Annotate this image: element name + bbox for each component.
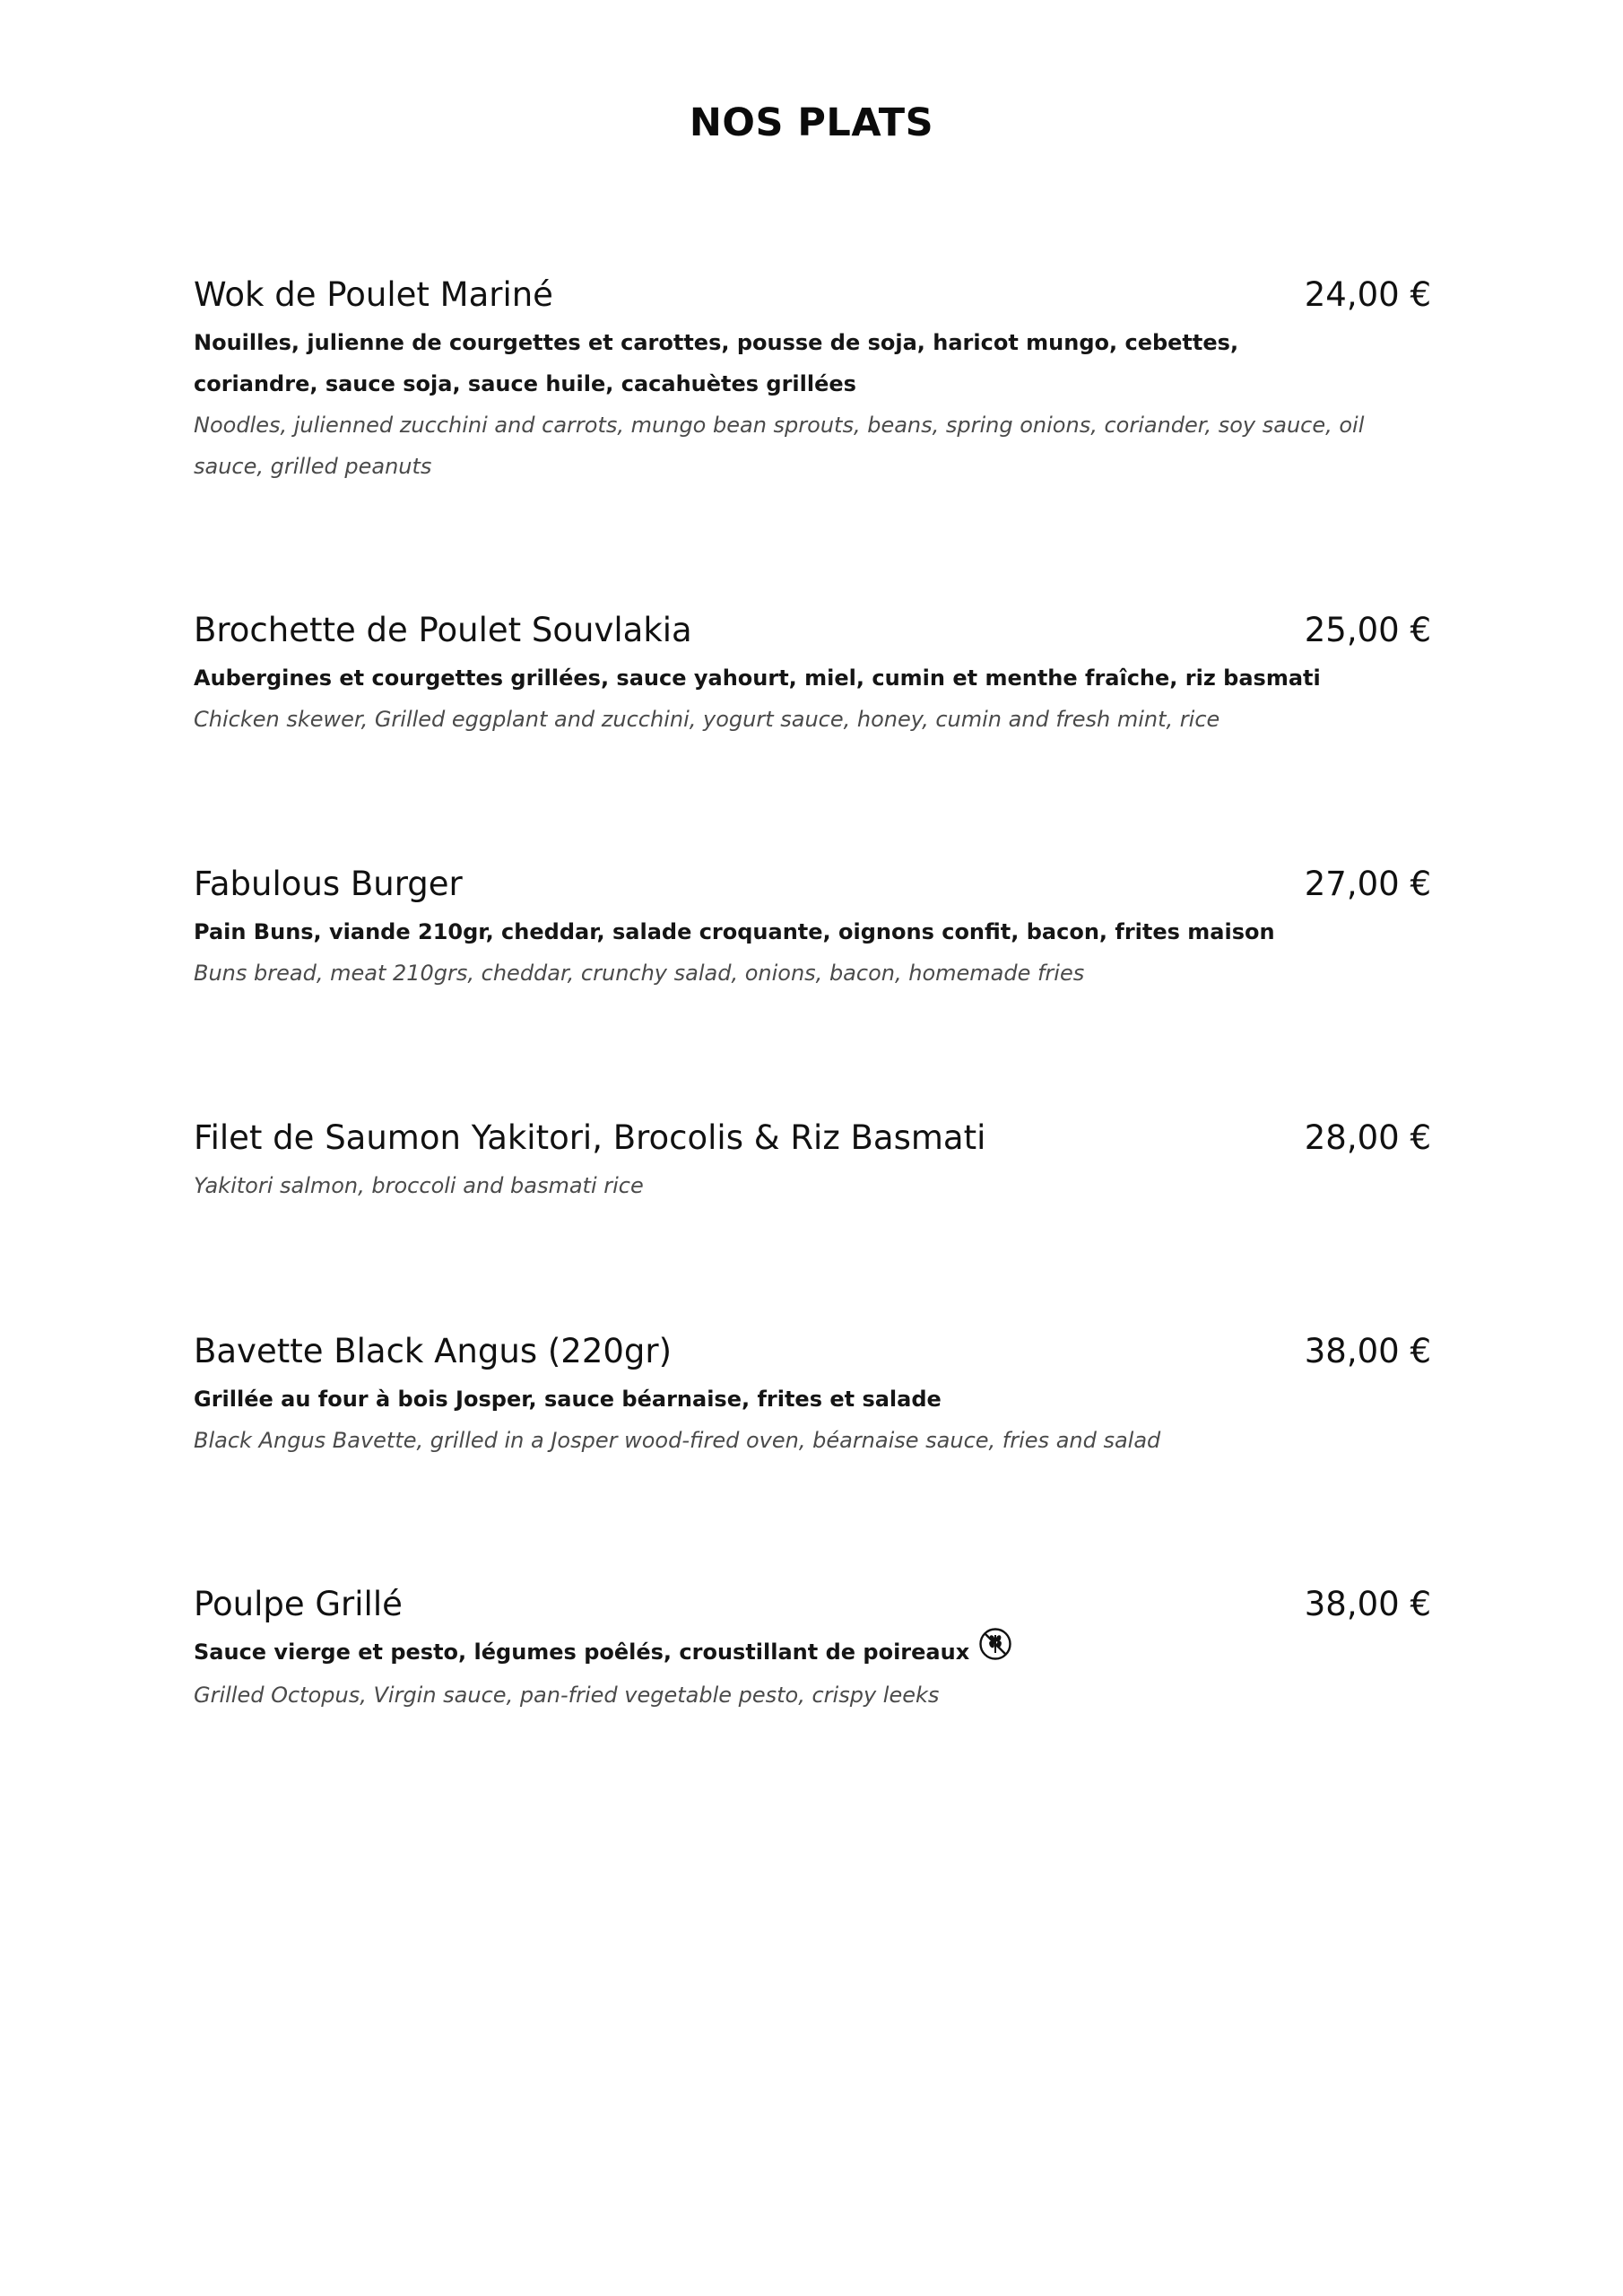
- dish-name: Filet de Saumon Yakitori, Brocolis & Riz Basmati: [194, 1118, 986, 1157]
- dish-price: 38,00 €: [1304, 1332, 1431, 1370]
- dish-name: Wok de Poulet Mariné: [194, 275, 553, 314]
- dish-description-en: Yakitori salmon, broccoli and basmati rice: [194, 1173, 644, 1198]
- dish-price: 28,00 €: [1304, 1118, 1431, 1157]
- dish-description-fr: Pain Buns, viande 210gr, cheddar, salade croquante, oignons confit, bacon, frites maison: [194, 919, 1275, 944]
- dish-fabulous-burger: [194, 861, 1431, 994]
- dish-description-fr: [194, 1631, 1368, 1674]
- dish-description-en: Grilled Octopus, Virgin sauce, pan-fried vegetable pesto, crispy leeks: [194, 1682, 940, 1708]
- dish-filet-saumon: [194, 1115, 1431, 1206]
- dish-header: [194, 1115, 1431, 1165]
- dish-price: 38,00 €: [1304, 1585, 1431, 1623]
- page-title: NOS PLATS: [689, 100, 934, 145]
- dish-header: [194, 272, 1431, 322]
- dish-name: Bavette Black Angus (220gr): [194, 1332, 673, 1370]
- dish-name: Fabulous Burger: [194, 865, 463, 903]
- gluten-free-icon: [978, 1627, 1012, 1674]
- dish-name: Poulpe Grillé: [194, 1585, 403, 1623]
- dish-description-fr: Grillée au four à bois Josper, sauce béarnaise, frites et salade: [194, 1387, 942, 1412]
- dish-description-fr-text: Sauce vierge et pesto, légumes poêlés, croustillant de poireaux: [194, 1639, 970, 1665]
- dish-description-en: Chicken skewer, Grilled eggplant and zucchini, yogurt sauce, honey, cumin and fresh mint, rice: [194, 707, 1220, 732]
- dish-poulpe-grille: [194, 1581, 1431, 1716]
- dish-header: [194, 1581, 1431, 1631]
- dish-description-en: Buns bread, meat 210grs, cheddar, crunchy salad, onions, bacon, homemade fries: [194, 961, 1085, 986]
- dish-header: [194, 861, 1431, 911]
- dish-bavette-angus: [194, 1328, 1431, 1461]
- dish-description-en: Noodles, julienned zucchini and carrots, mungo bean sprouts, beans, spring onions, coriander, soy sauce, oil sauce, grilled peanuts: [194, 413, 1365, 479]
- dish-header: [194, 607, 1431, 657]
- dish-name: Brochette de Poulet Souvlakia: [194, 611, 692, 649]
- dish-brochette-poulet: [194, 607, 1431, 740]
- dish-price: 25,00 €: [1304, 611, 1431, 649]
- dish-description-fr: Aubergines et courgettes grillées, sauce yahourt, miel, cumin et menthe fraîche, riz basmati: [194, 665, 1321, 691]
- dish-wok-poulet: [194, 272, 1431, 487]
- dish-header: [194, 1328, 1431, 1378]
- dish-price: 24,00 €: [1304, 275, 1431, 314]
- dish-description-en: Black Angus Bavette, grilled in a Josper wood-fired oven, béarnaise sauce, fries and salad: [194, 1428, 1161, 1453]
- dish-description-fr: Nouilles, julienne de courgettes et carottes, pousse de soja, haricot mungo, cebettes, coriandre, sauce soja, sauce huile, cacahuètes grillées: [194, 330, 1239, 396]
- dish-price: 27,00 €: [1304, 865, 1431, 903]
